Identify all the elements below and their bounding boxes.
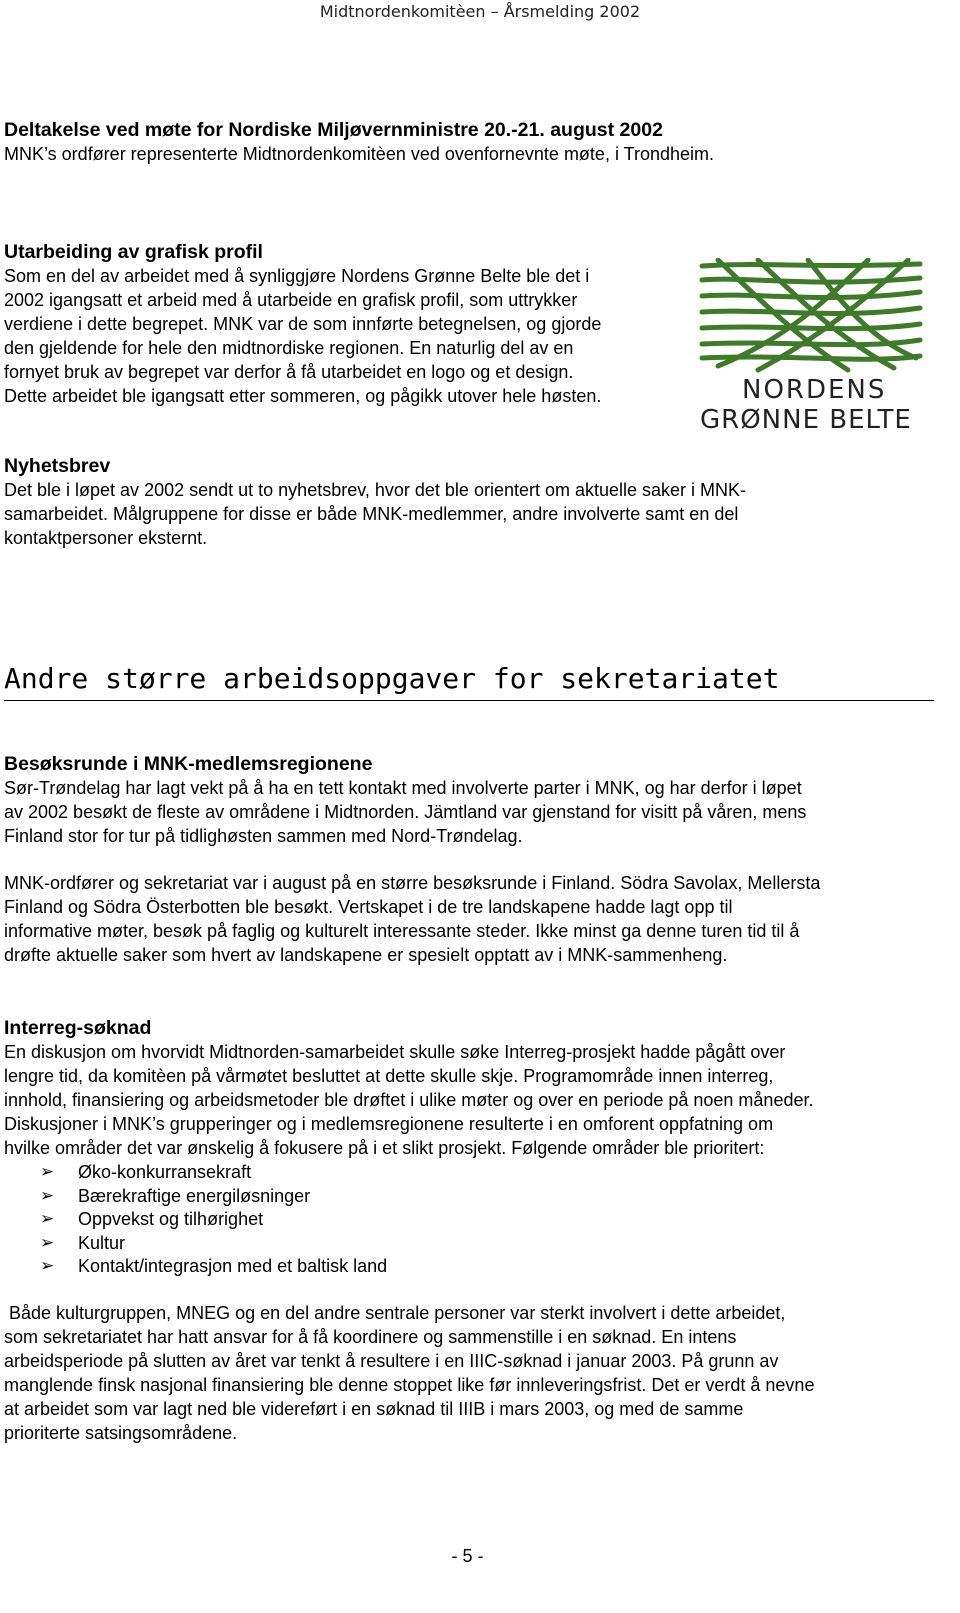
- section-visit-round: [4, 752, 820, 967]
- section-heading: Nyhetsbrev: [4, 455, 111, 477]
- paragraph-line: informative møter, besøk på faglig og kulturelt interessante steder. Ikke minst ga denne turen tid til å: [4, 921, 800, 941]
- section-heading: Besøksrunde i MNK-medlemsregionene: [4, 753, 373, 775]
- paragraph-line: innhold, finansiering og arbeidsmetoder ble drøftet i ulike møter og over en periode på noen måneder.: [4, 1090, 814, 1110]
- section-newsletter: [4, 454, 746, 550]
- paragraph-line: kontaktpersoner eksternt.: [4, 528, 208, 548]
- section-heading: Interreg-søknad: [4, 1017, 152, 1039]
- list-item: [4, 1184, 814, 1208]
- list-item: [4, 1207, 814, 1231]
- paragraph-line: Sør-Trøndelag har lagt vekt på å ha en tett kontakt med involverte parter i MNK, og har derfor i løpet: [4, 778, 802, 798]
- logo-text-line1: NORDENS: [742, 375, 887, 405]
- list-item-label: Oppvekst og tilhørighet: [78, 1209, 264, 1229]
- paragraph-line: 2002 igangsatt et arbeid med å utarbeide en grafisk profil, som uttrykker: [4, 290, 578, 310]
- list-item: [4, 1254, 814, 1278]
- paragraph-line: Det ble i løpet av 2002 sendt ut to nyhetsbrev, hvor det ble orientert om aktuelle saker i MNK-: [4, 480, 747, 500]
- paragraph-line: arbeidsperiode på slutten av året var tenkt å resultere i en IIIC-søknad i januar 2003. På grunn av: [4, 1350, 779, 1371]
- paragraph-line: Dette arbeidet ble igangsatt etter sommeren, og pågikk utover hele høsten.: [4, 386, 602, 406]
- page-number: - 5 -: [451, 1546, 484, 1566]
- arrow-bullet-icon: ➢: [40, 1162, 55, 1181]
- main-section-title: Andre større arbeidsoppgaver for sekretariatet: [4, 660, 934, 701]
- paragraph-line: lengre tid, da komitèen på vårmøtet besluttet at dette skulle skje. Programområde innen interreg,: [4, 1066, 774, 1086]
- paragraph-line: samarbeidet. Målgruppene for disse er både MNK-medlemmer, andre involverte samt en del: [4, 504, 739, 524]
- paragraph-line: den gjeldende for hele den midtnordiske regionen. En naturlig del av en: [4, 338, 574, 358]
- nordens-gronne-belte-logo: [698, 258, 926, 434]
- woven-belt-graphic: [698, 258, 926, 434]
- paragraph-line: prioriterte satsingsområdene.: [4, 1422, 238, 1443]
- arrow-bullet-icon: ➢: [40, 1185, 55, 1205]
- section-interreg: [4, 1016, 814, 1445]
- arrow-bullet-icon: ➢: [40, 1256, 55, 1275]
- list-item-label: Øko-konkurransekraft: [78, 1162, 252, 1182]
- section-graphic-profile: [4, 240, 694, 408]
- paragraph-line: verdiene i dette begrepet. MNK var de som innførte betegnelsen, og gjorde: [4, 314, 602, 334]
- paragraph-line: av 2002 besøkt de fleste av områdene i Midtnorden. Jämtland var gjenstand for visitt på våren, mens: [4, 802, 807, 822]
- paragraph-line: Finland og Södra Österbotten ble besøkt. Vertskapet i de tre landskapene hadde lagt opp til: [4, 897, 733, 917]
- section-heading: Utarbeiding av grafisk profil: [4, 241, 263, 263]
- paragraph-line: hvilke områder det var ønskelig å fokusere på i et slikt prosjekt. Følgende områder ble prioritert:: [4, 1138, 765, 1158]
- logo-text-line2: GRØNNE BELTE: [700, 405, 912, 434]
- list-item: [4, 1231, 814, 1255]
- section-heading: Deltakelse ved møte for Nordiske Miljøvernministre 20.-21. august 2002: [4, 119, 663, 141]
- section-nordic-ministers: [4, 118, 714, 166]
- arrow-bullet-icon: ➢: [40, 1232, 55, 1252]
- paragraph-line: som sekretariatet har hatt ansvar for å få koordinere og sammenstille i en søknad. En intens: [4, 1326, 737, 1347]
- paragraph-line: En diskusjon om hvorvidt Midtnorden-samarbeidet skulle søke Interreg-prosjekt hadde pågått over: [4, 1042, 786, 1062]
- paragraph-line: Både kulturgruppen, MNEG og en del andre sentrale personer var sterkt involvert i dette arbeidet,: [4, 1302, 786, 1323]
- paragraph-line: fornyet bruk av begrepet var derfor å få utarbeidet en logo og et design.: [4, 362, 574, 382]
- list-item-label: Kultur: [78, 1232, 126, 1253]
- list-item-label: Kontakt/integrasjon med et baltisk land: [78, 1256, 388, 1276]
- page-header: Midtnordenkomitèen – Årsmelding 2002: [319, 2, 641, 21]
- paragraph-line: at arbeidet som var lagt ned ble videreført i en søknad til IIIB i mars 2003, og med de samme: [4, 1398, 744, 1419]
- paragraph-line: Diskusjoner i MNK’s grupperinger og i medlemsregionene resulterte i en omforent oppfatning om: [4, 1114, 774, 1134]
- paragraph: MNK’s ordfører representerte Midtnordenkomitèen ved ovenfornevnte møte, i Trondheim.: [4, 144, 714, 164]
- list-item: [4, 1160, 814, 1184]
- paragraph-line: Som en del av arbeidet med å synliggjøre Nordens Grønne Belte ble det i: [4, 266, 590, 286]
- paragraph-line: MNK-ordfører og sekretariat var i august på en større besøksrunde i Finland. Södra Savolax, Mellersta: [4, 873, 821, 893]
- paragraph-line: Finland stor for tur på tidlighøsten sammen med Nord-Trøndelag.: [4, 826, 523, 846]
- arrow-bullet-icon: ➢: [40, 1209, 55, 1228]
- list-item-label: Bærekraftige energiløsninger: [78, 1185, 311, 1206]
- priority-list: [4, 1160, 814, 1278]
- paragraph-line: drøfte aktuelle saker som hvert av landskapene er spesielt opptatt av i MNK-sammenheng.: [4, 945, 728, 965]
- paragraph-line: manglende finsk nasjonal finansiering ble denne stoppet like før innleveringsfrist. Det er verdt å nevne: [4, 1374, 815, 1395]
